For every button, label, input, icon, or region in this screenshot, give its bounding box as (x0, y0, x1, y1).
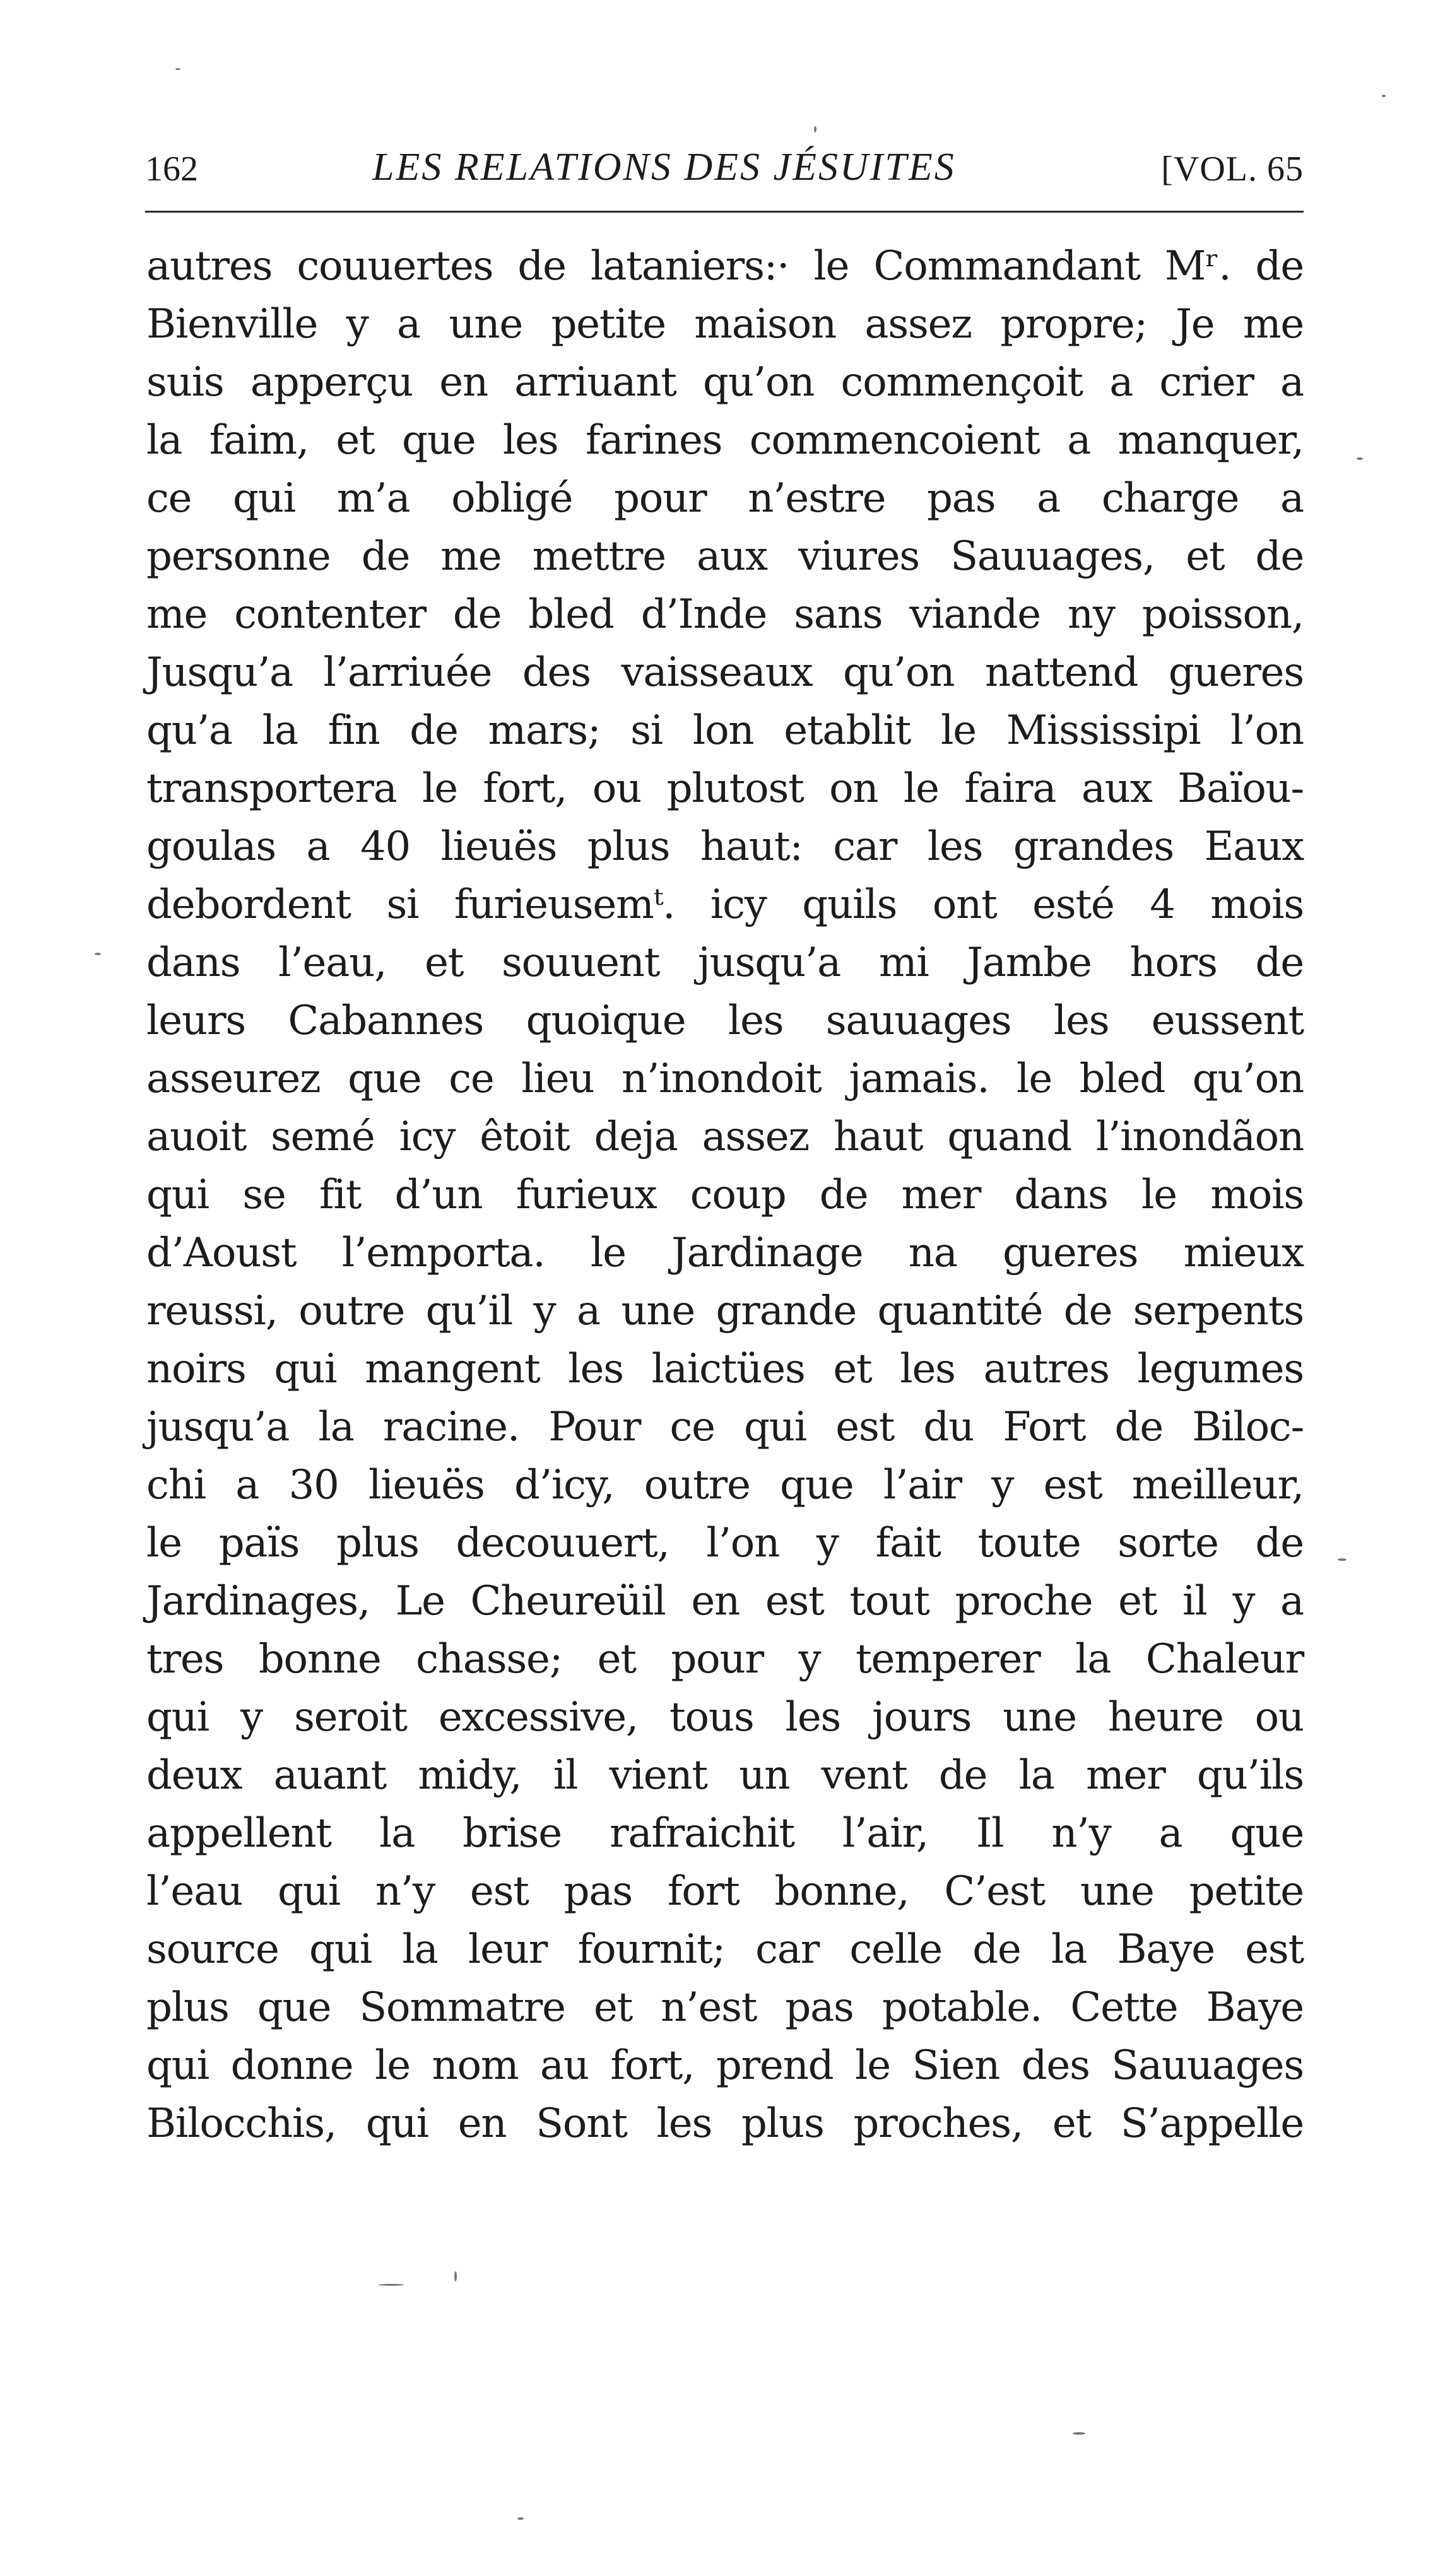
print-speck (454, 2271, 457, 2281)
text-line: transportera le fort, ou plutost on le faira aux Baïou- (146, 765, 1304, 812)
text-line: leurs Cabannes quoique les sauuages les eussent (146, 997, 1304, 1044)
print-speck (1382, 95, 1386, 97)
body-text (146, 237, 1304, 2153)
text-line: asseurez que ce lieu n’inondoit jamais. le bled qu’on (146, 1056, 1304, 1102)
header-rule (145, 211, 1304, 213)
text-line: qu’a la fin de mars; si lon etablit le Mississipi l’on (146, 707, 1304, 754)
print-speck (517, 2517, 524, 2520)
text-line: reussi, outre qu’il y a une grande quantité de serpents (146, 1288, 1304, 1334)
text-line: me contenter de bled d’Inde sans viande ny poisson, (146, 591, 1304, 638)
print-speck (175, 68, 180, 70)
print-speck (814, 126, 816, 132)
print-speck (95, 953, 101, 955)
text-line: Bienville y a une petite maison assez propre; Je me (146, 301, 1304, 348)
text-line: d’Aoust l’emporta. le Jardinage na gueres mieux (146, 1230, 1304, 1276)
text-line: qui se fit d’un furieux coup de mer dans le mois (146, 1172, 1304, 1218)
text-line: debordent si furieusemᵗ. icy quils ont esté 4 mois (146, 881, 1304, 928)
text-line: la faim, et que les farines commencoient a manquer, (146, 417, 1304, 464)
text-line: dans l’eau, et souuent jusqu’a mi Jambe hors de (146, 939, 1304, 986)
text-line: ce qui m’a obligé pour n’estre pas a charge a (146, 475, 1304, 522)
volume-label: [VOL. 65 (1161, 150, 1304, 189)
running-header (145, 144, 1304, 202)
text-line: goulas a 40 lieuës plus haut: car les grandes Eaux (146, 823, 1304, 870)
text-line: Jusqu’a l’arriuée des vaisseaux qu’on nattend gueres (146, 649, 1304, 696)
print-speck (1073, 2432, 1085, 2435)
text-line: auoit semé icy êtoit deja assez haut quand l’inondãon (146, 1114, 1304, 1160)
text-line: l’eau qui n’y est pas fort bonne, C’est une petite (146, 1868, 1304, 1915)
text-line: qui y seroit excessive, tous les jours une heure ou (146, 1694, 1304, 1741)
text-line: suis apperçu en arriuant qu’on commençoit a crier a (146, 359, 1304, 406)
text-line: Jardinages, Le Cheureüil en est tout proche et il y a (146, 1578, 1304, 1625)
text-line: appellent la brise rafraichit l’air, Il n’y a que (146, 1810, 1304, 1857)
text-line: noirs qui mangent les laictües et les autres legumes (146, 1346, 1304, 1392)
running-title: LES RELATIONS DES JÉSUITES (372, 146, 956, 189)
text-line: deux auant midy, il vient un vent de la mer qu’ils (146, 1752, 1304, 1799)
text-line: jusqu’a la racine. Pour ce qui est du Fort de Biloc- (146, 1404, 1304, 1450)
text-line: autres couuertes de lataniers:· le Commandant Mʳ. de (146, 243, 1304, 290)
page-number: 162 (145, 150, 198, 189)
text-line: chi a 30 lieuës d’icy, outre que l’air y est meilleur, (146, 1462, 1304, 1509)
text-line: source qui la leur fournit; car celle de la Baye est (146, 1926, 1304, 1973)
print-speck (1338, 1558, 1347, 1561)
text-line: qui donne le nom au fort, prend le Sien des Sauuages (146, 2042, 1304, 2089)
print-speck (1357, 457, 1363, 460)
text-line: plus que Sommatre et n’est pas potable. Cette Baye (146, 1984, 1304, 2031)
text-line: tres bonne chasse; et pour y temperer la Chaleur (146, 1636, 1304, 1683)
print-speck (379, 2284, 404, 2286)
text-line: le païs plus decouuert, l’on y fait toute sorte de (146, 1520, 1304, 1567)
text-line: personne de me mettre aux viures Sauuages, et de (146, 533, 1304, 580)
text-line: Bilocchis, qui en Sont les plus proches, et S’appelle (146, 2100, 1304, 2147)
